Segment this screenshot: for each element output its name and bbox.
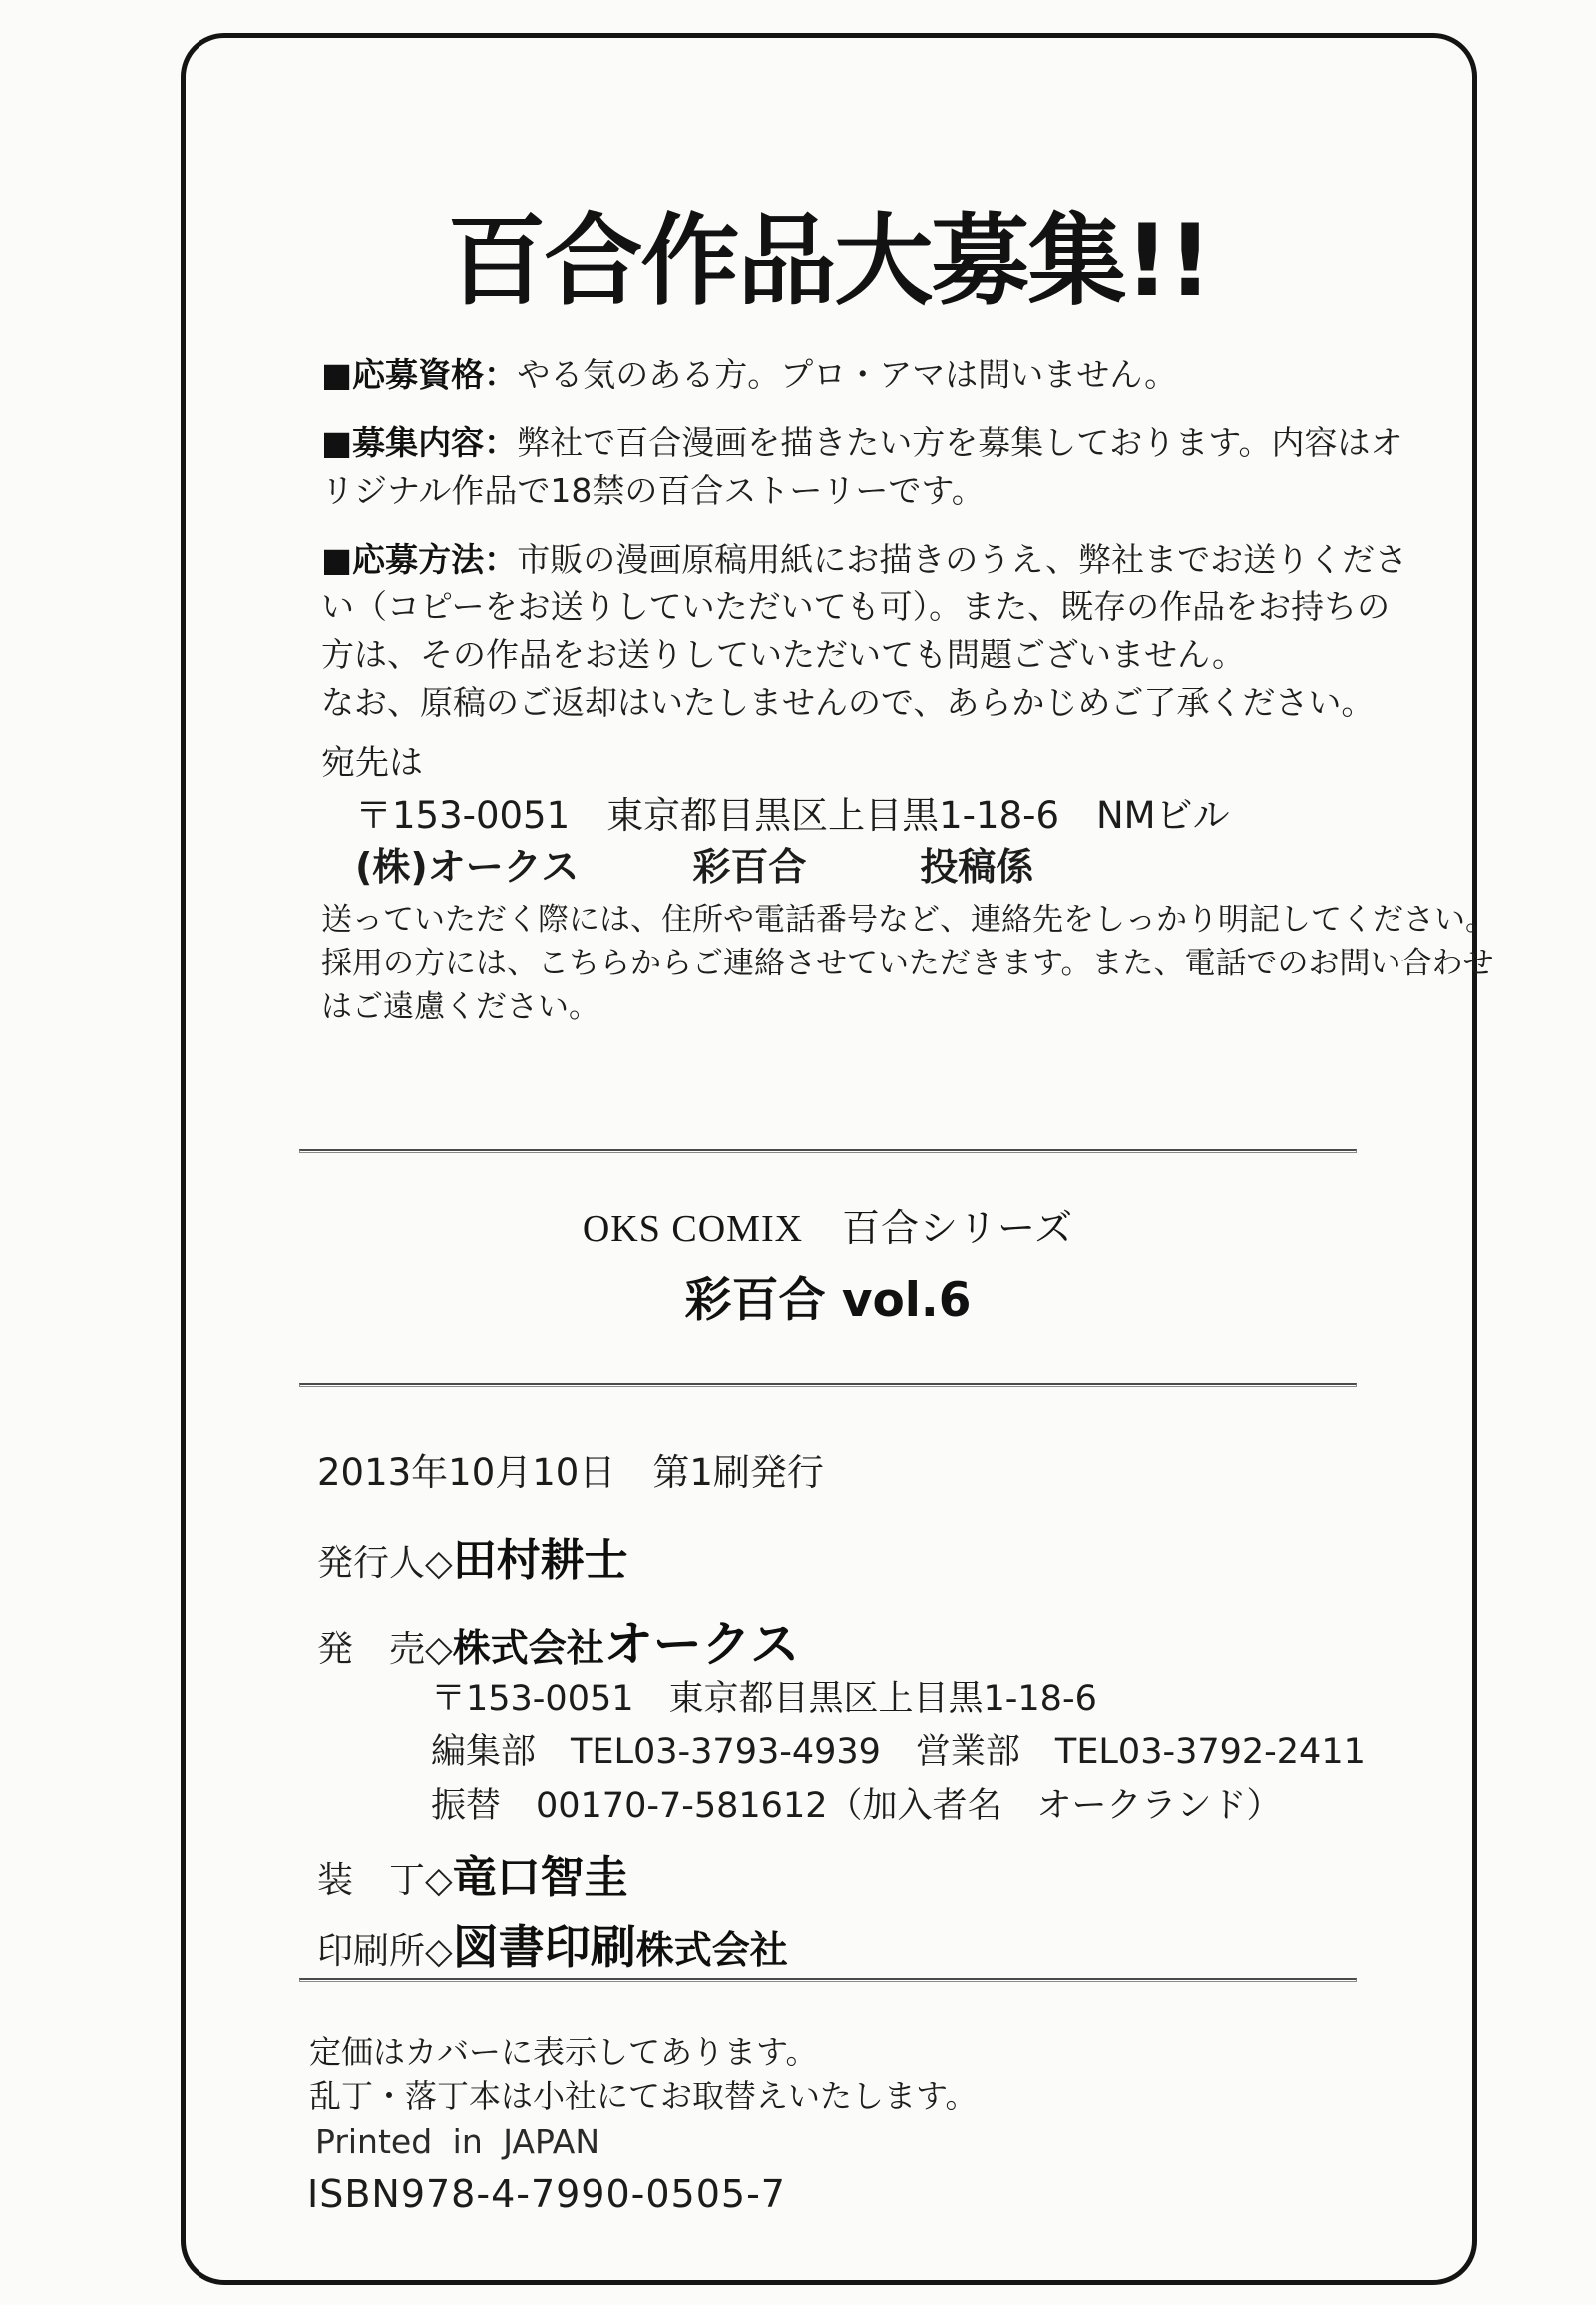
isbn-number: ISBN978-4-7990-0505-7 [307,2172,786,2216]
content-label: ■募集内容： [321,423,518,462]
qualification-line [321,351,1177,399]
method-line-4: なお、原稿のご返却はいたしませんので、あらかじめご了承ください。 [321,683,1375,722]
note-line-1: 送っていただく際には、住所や電話番号など、連絡先をしっかり明記してください。 [321,902,1496,938]
publisher-row [317,1524,628,1588]
qualification-label: ■応募資格： [321,355,518,394]
content-line-2: リジナル作品で18禁の百合ストーリーです。 [321,471,985,510]
method-section [321,536,1407,727]
divider-middle [299,1383,1357,1387]
printed-in-japan: Printed in JAPAN [315,2122,599,2161]
price-note: 定価はカバーに表示してあります。 [309,2033,818,2071]
note-line-2: 採用の方には、こちらからご連絡させていただきます。また、電話でのお問い合わせ [321,946,1494,981]
designer-name: 竜口智圭 [452,1853,628,1902]
publisher-name: 田村耕士 [452,1536,628,1585]
content-section [321,419,1403,515]
seller-row [317,1606,799,1676]
printer-name: 図書印刷 [452,1922,636,1973]
publisher-label: 発行人◇ [317,1543,453,1584]
defect-note: 乱丁・落丁本は小社にてお取替えいたします。 [309,2077,978,2114]
submission-address: 〒153-0051 東京都目黒区上目黒1-18-6 NMビル [355,794,1230,837]
book-title: 彩百合 vol.6 [684,1273,972,1328]
print-date: 2013年10月10日 第1刷発行 [317,1451,824,1494]
printer-row [317,1911,788,1977]
divider-top [299,1149,1357,1153]
note-line-3: はご遠慮ください。 [321,989,599,1025]
seller-label: 発 売◇ [317,1629,453,1670]
seller-phone-numbers: 編集部 TEL03-3793-4939 営業部 TEL03-3792-2411 [431,1732,1366,1772]
address-heading: 宛先は [321,743,423,783]
submission-recipient: (株)オークス 彩百合 投稿係 [355,845,1034,889]
qualification-text: やる気のある方。プロ・アマは問いません。 [517,355,1178,394]
printer-name-suffix: 株式会社 [635,1930,788,1972]
method-text-1: 市販の漫画原稿用紙にお描きのうえ、弊社までお送りくださ [517,540,1408,578]
content-line-1 [321,419,1403,467]
method-label: ■応募方法： [321,540,518,578]
designer-label: 装 丁◇ [317,1860,453,1901]
series-name: OKS COMIX 百合シリーズ [582,1208,1074,1250]
seller-postal-address: 〒153-0051 東京都目黒区上目黒1-18-6 [431,1679,1097,1719]
method-line-3: 方は、その作品をお送りしていただいても問題ございません。 [321,635,1245,674]
designer-row [317,1841,628,1905]
divider-bottom [299,1978,1357,1982]
printer-label: 印刷所◇ [317,1931,453,1972]
seller-company-prefix: 株式会社 [452,1628,604,1670]
seller-company-name: オークス [603,1617,800,1672]
content-text-1: 弊社で百合漫画を描きたい方を募集しております。内容はオ [517,423,1403,462]
recruitment-title: 百合作品大募集!! [447,204,1211,319]
submission-note [321,898,1496,1029]
method-line-1 [321,536,1407,583]
method-line-2: い（コピーをお送りしていただいても可）。また、既存の作品をお持ちの [321,587,1391,626]
postal-transfer-account: 振替 00170-7-581612（加入者名 オークランド） [431,1786,1282,1826]
